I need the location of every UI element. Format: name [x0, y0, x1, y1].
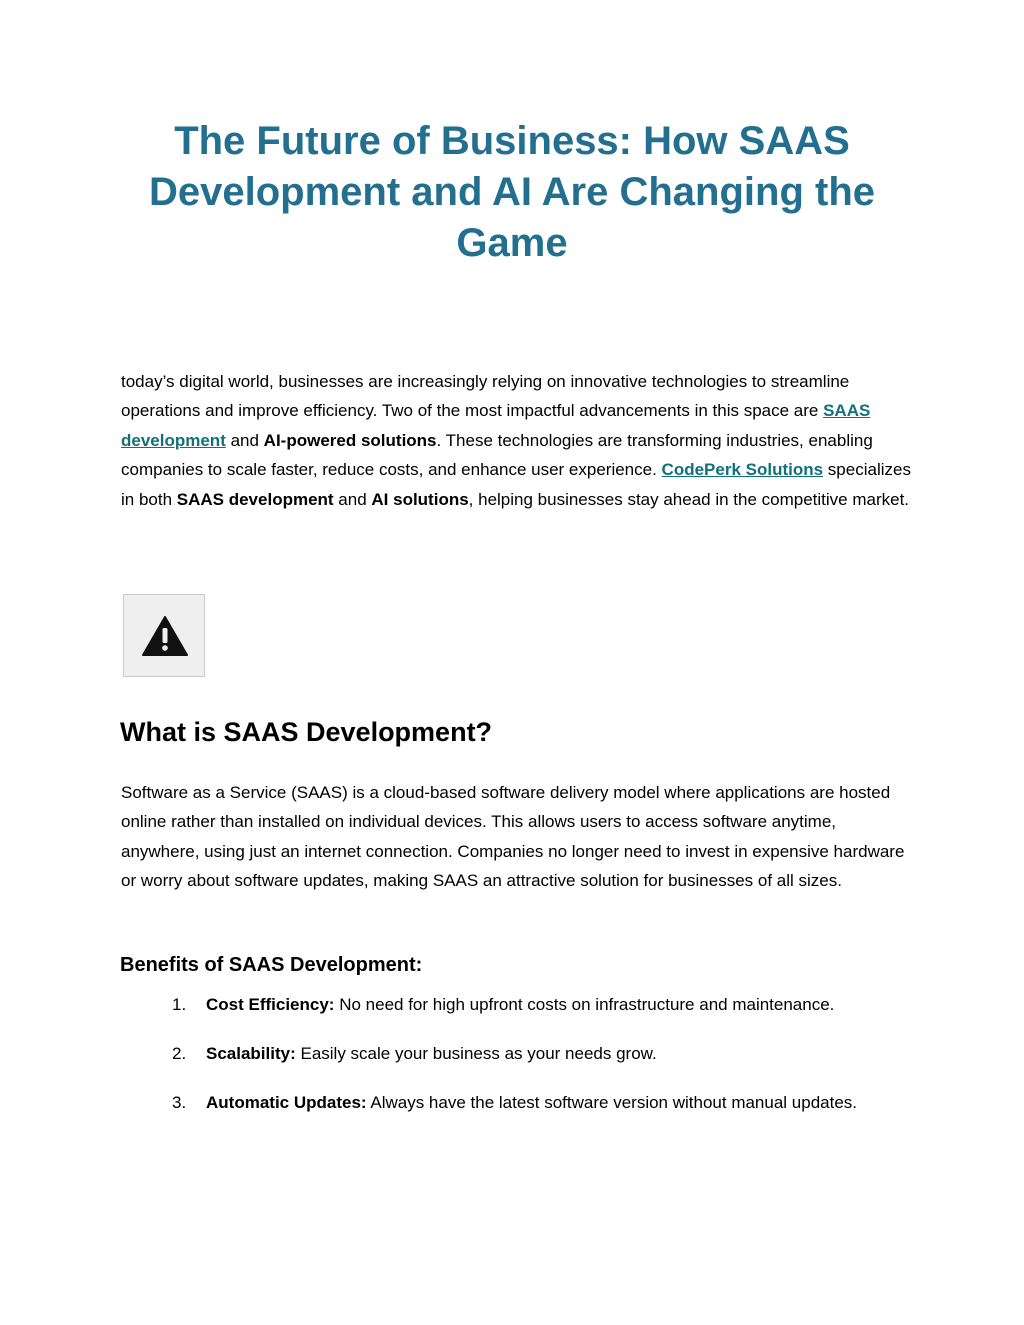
list-item-content [206, 993, 906, 1017]
intro-text-6: , helping businesses stay ahead in the competitive market. [468, 489, 910, 509]
list-item-label: Scalability: [206, 1044, 296, 1063]
list-item-text: Easily scale your business as your needs grow. [295, 1044, 657, 1063]
list-item-content [206, 1042, 906, 1066]
saas-development-link[interactable]: SAAS development [121, 401, 871, 450]
intro-paragraph [121, 367, 911, 514]
intro-text-2: and [225, 430, 264, 450]
broken-image-placeholder [123, 594, 205, 677]
saas-development-bold: SAAS development [176, 489, 334, 509]
intro-text-4: specializes in both [121, 460, 911, 509]
list-item-content [206, 1091, 866, 1115]
warning-icon [142, 616, 188, 656]
page-title: The Future of Business: How SAAS Development and AI Are Changing the Game [149, 119, 875, 265]
list-item-text: No need for high upfront costs on infrastructure and maintenance. [334, 995, 835, 1014]
ai-solutions-bold: AI solutions [371, 489, 469, 509]
intro-text-3: . These technologies are transforming industries, enabling companies to scale faster, reduce costs, and enhance user experience. [121, 430, 873, 480]
benefits-heading: Benefits of SAAS Development: [120, 954, 423, 976]
intro-text-5: and [333, 489, 372, 509]
intro-text-1: today’s digital world, businesses are increasingly relying on innovative technologies to streamline operations and improve efficiency. Two of the most impactful advancements in this space are [121, 372, 850, 421]
list-item-label: Automatic Updates: [206, 1093, 367, 1112]
section-heading-saas: What is SAAS Development? [120, 717, 493, 747]
list-item-text: Always have the latest software version without manual updates. [366, 1093, 858, 1112]
ai-powered-solutions-bold: AI-powered solutions [263, 430, 437, 450]
saas-definition-paragraph: Software as a Service (SAAS) is a cloud-based software delivery model where applications are hosted online rather than installed on individual devices. This allows users to access software anytime, anywhere, using just an internet connection. Companies no longer need to invest in expensive hardware or worry about software updates, making SAAS an attractive solution for businesses of all sizes. [121, 783, 905, 891]
list-item-label: Cost Efficiency: [206, 995, 335, 1014]
list-item-number: 2. [172, 1044, 187, 1063]
codeperk-solutions-link[interactable]: CodePerk Solutions [661, 460, 824, 480]
list-item-number: 1. [172, 995, 187, 1014]
list-item-number: 3. [172, 1093, 187, 1112]
